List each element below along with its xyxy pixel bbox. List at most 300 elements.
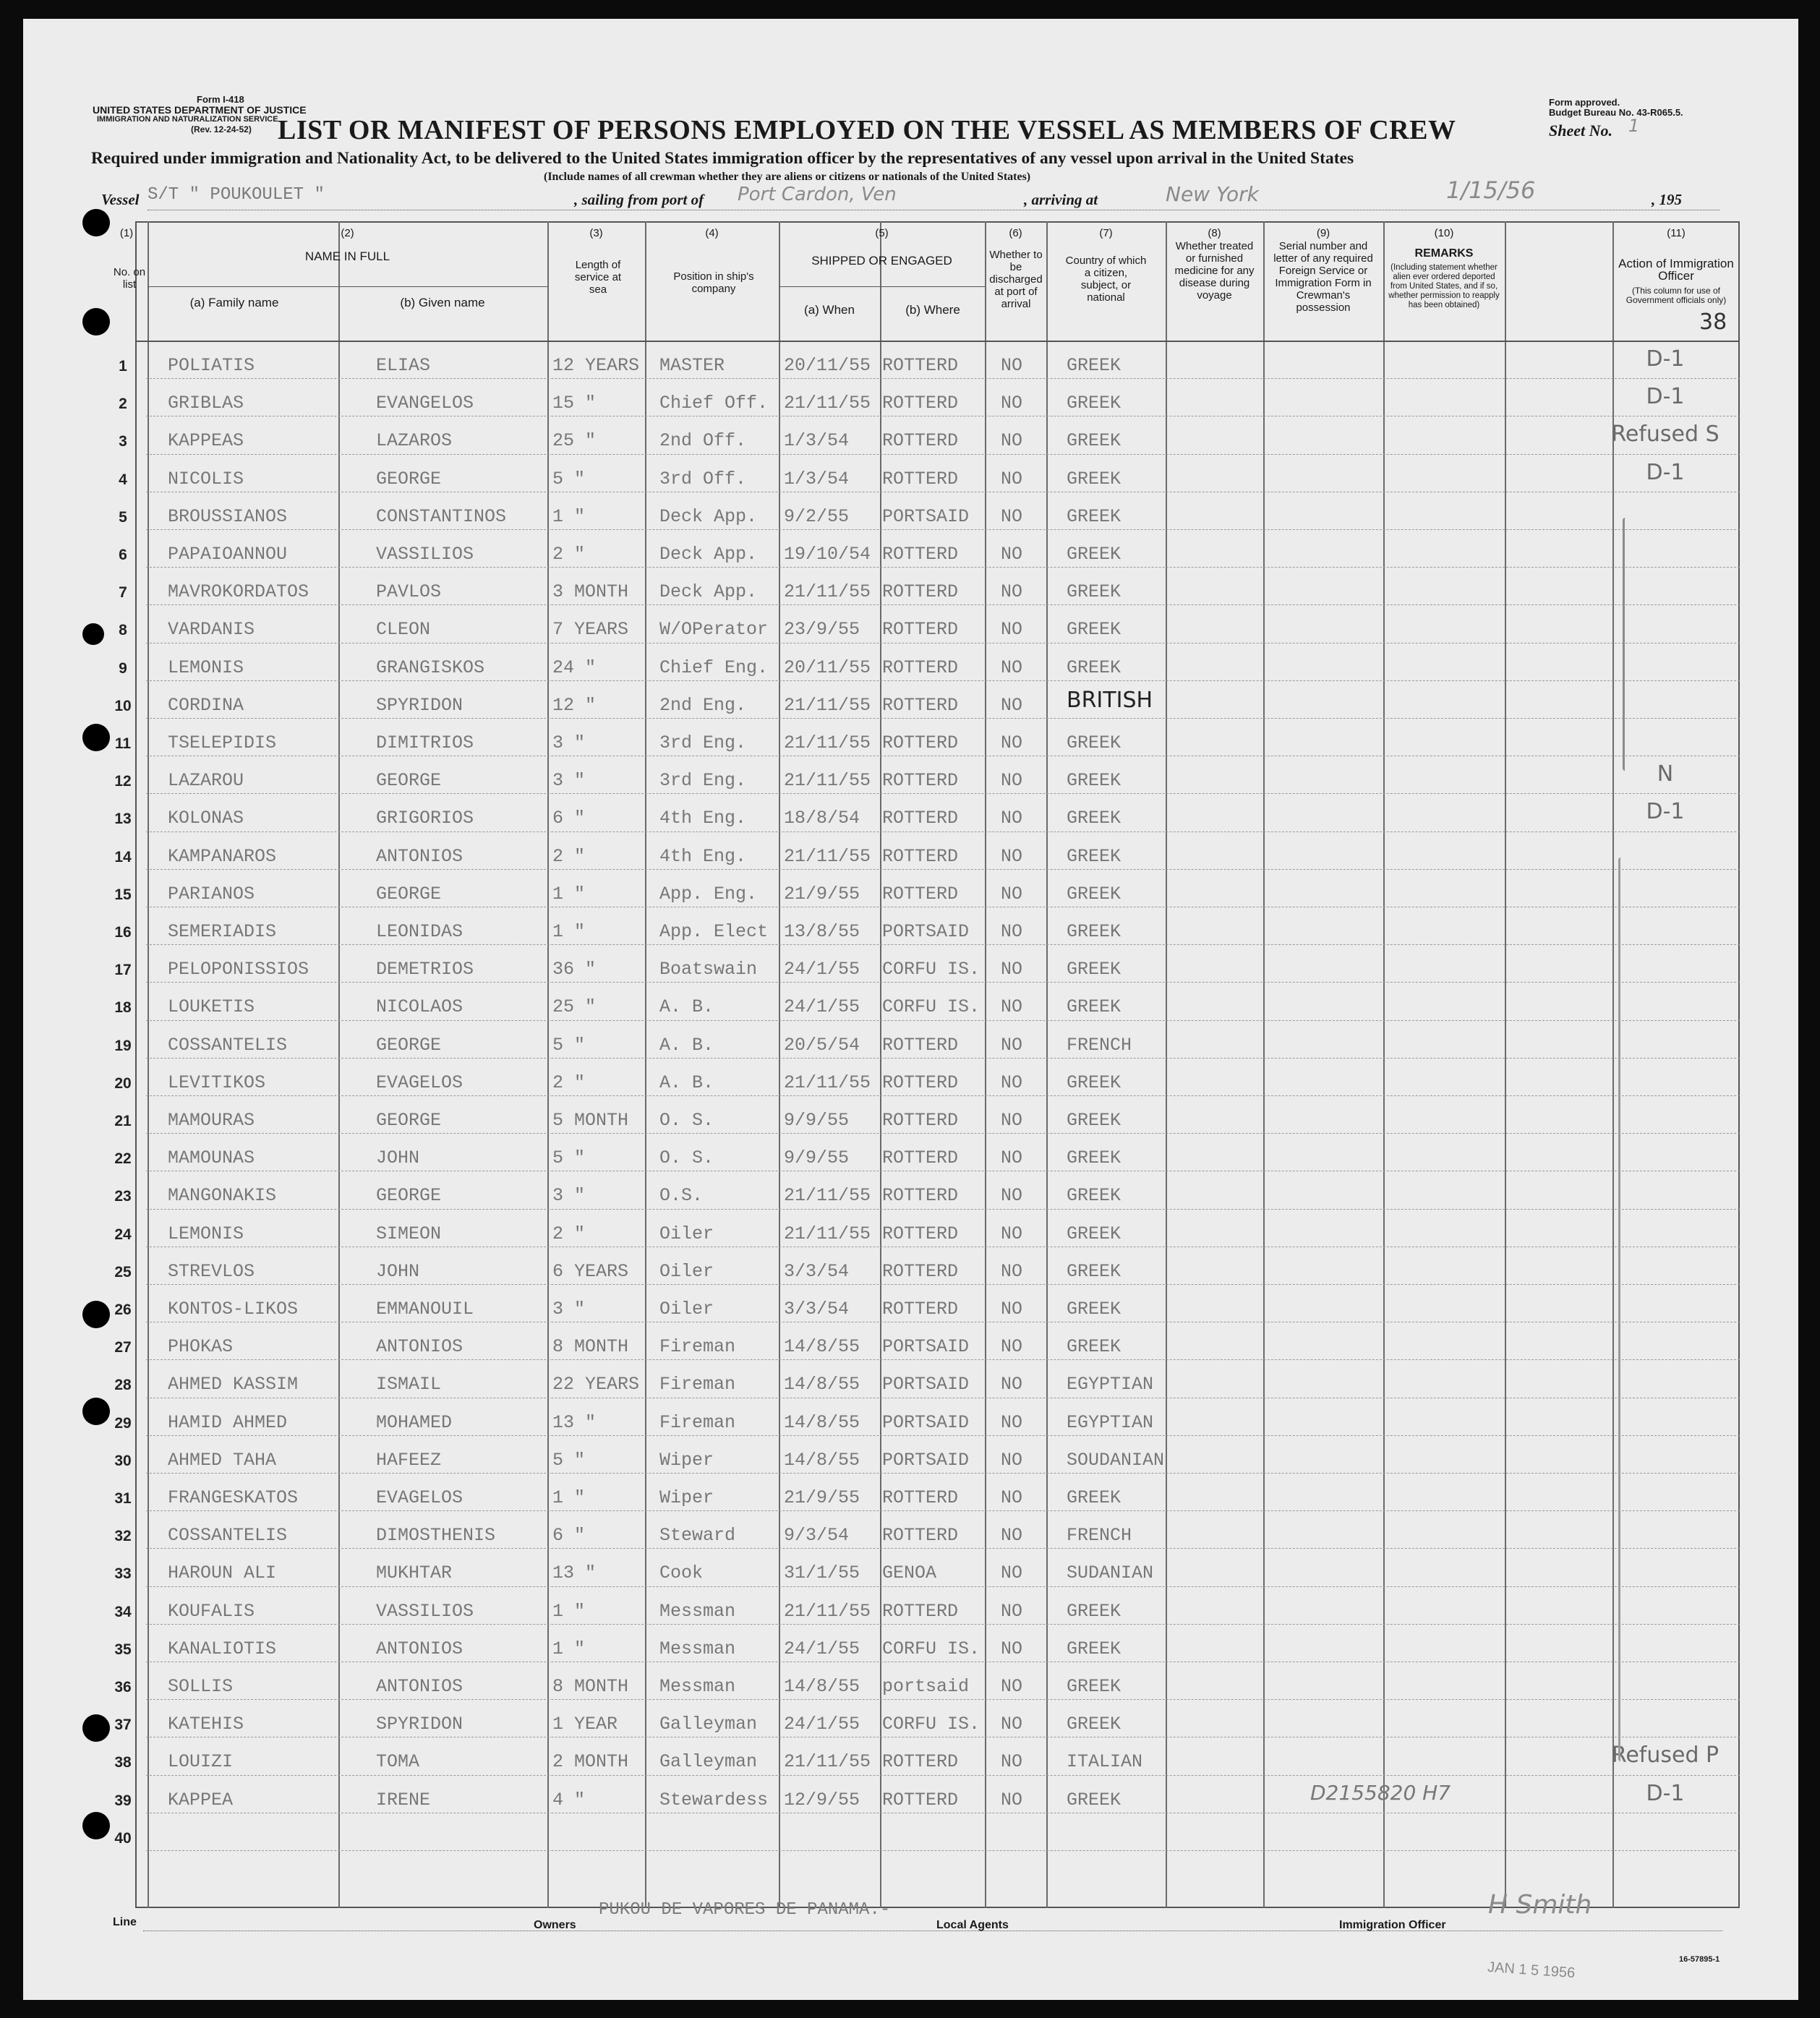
discharged: NO [1001,1411,1023,1433]
position: App. Elect [659,921,769,942]
country: GREEK [1067,1336,1122,1358]
service-length: 6 " [552,1525,586,1547]
service-length: 6 YEARS [552,1260,629,1282]
row-number: 33 [114,1565,132,1583]
family-name: COSSANTELIS [168,1525,288,1547]
shipped-where: ROTTERD [882,1147,959,1169]
given-name: JOHN [376,1260,420,1282]
row-number: 34 [114,1603,132,1620]
service-length: 3 " [552,732,586,753]
shipped-when: 21/11/55 [784,1600,871,1622]
shipped-when: 24/1/55 [784,1638,860,1659]
row-number: 22 [114,1150,132,1168]
country: GREEK [1067,1223,1122,1244]
country: GREEK [1067,1714,1122,1735]
shipped-where: ROTTERD [882,1034,959,1056]
shipped-when: 18/8/54 [784,808,860,829]
service-length: 1 " [552,921,586,942]
position: Cook [659,1562,704,1584]
given-name: TOMA [376,1751,420,1773]
discharged: NO [1001,845,1023,867]
country: GREEK [1067,619,1122,641]
service-length: 22 YEARS [552,1374,640,1395]
officer-label: Immigration Officer [1339,1919,1446,1931]
given-name: LEONIDAS [376,921,463,942]
col-shipped-num: (5) [875,227,889,239]
row-number: 30 [114,1452,132,1469]
shipped-when: 21/11/55 [784,770,871,792]
discharged: NO [1001,694,1023,716]
shipped-when: 21/11/55 [784,581,871,603]
shipped-when: 9/2/55 [784,505,850,527]
shipped-when: 9/9/55 [784,1110,850,1131]
country: GREEK [1067,1110,1122,1131]
given-name: ISMAIL [376,1374,442,1395]
service-length: 2 MONTH [552,1751,629,1773]
position: O. S. [659,1110,714,1131]
shipped-where: ROTTERD [882,430,959,452]
shipped-where: CORFU IS. [882,996,981,1018]
shipped-where: ROTTERD [882,845,959,867]
immigration-action: D-1 [1646,384,1685,410]
manifest-sheet [23,19,1798,2000]
service-length: 7 YEARS [552,619,629,641]
row-number: 40 [114,1829,132,1847]
country: GREEK [1067,430,1122,452]
col-where-header: (b) Where [905,303,960,317]
country: GREEK [1067,845,1122,867]
discharged: NO [1001,1072,1023,1093]
family-name: SOLLIS [168,1676,234,1697]
family-name: KAMPANAROS [168,845,277,867]
row-divider [146,680,1740,681]
immigration-action: D-1 [1646,1780,1685,1806]
shipped-when: 21/11/55 [784,1072,871,1093]
given-name: ANTONIOS [376,1638,463,1659]
country: GREEK [1067,808,1122,829]
family-name: KONTOS-LIKOS [168,1299,299,1320]
given-name: EVANGELOS [376,393,474,414]
shipped-where: ROTTERD [882,770,959,792]
position: Messman [659,1676,736,1697]
country: GREEK [1067,959,1122,980]
discharged: NO [1001,1751,1023,1773]
shipped-where: GENOA [882,1562,937,1584]
family-name: LOUKETIS [168,996,255,1018]
row-divider [146,1850,1740,1851]
department: UNITED STATES DEPARTMENT OF JUSTICE [93,104,307,116]
given-name: IRENE [376,1789,431,1810]
family-name: PAPAIOANNOU [168,544,288,565]
row-divider [146,454,1740,455]
given-name: MUKHTAR [376,1562,453,1584]
col-no-header: No. on list [113,266,146,291]
given-name: PAVLOS [376,581,442,603]
family-name: STREVLOS [168,1260,255,1282]
row-number: 14 [114,848,132,865]
row-divider [146,604,1740,605]
position: Messman [659,1638,736,1659]
position: Oiler [659,1260,714,1282]
row-divider [146,1133,1740,1134]
country: GREEK [1067,770,1122,792]
col-serial-header: Serial number and letter of any required Foreign Service or Immigration Form in Crewman's possession [1273,240,1373,314]
row-number: 25 [114,1263,132,1281]
given-name: GEORGE [376,770,442,792]
row-number: 13 [114,811,132,828]
immigration-action: D-1 [1646,346,1685,372]
col-service-header: Length of service at sea [574,259,622,296]
family-name: LEMONIS [168,657,244,678]
row-number: 12 [114,773,132,790]
row-divider [146,567,1740,568]
discharged: NO [1001,1525,1023,1547]
service-length: 25 " [552,430,597,452]
service-length: 8 MONTH [552,1676,629,1697]
row-number: 15 [114,886,132,903]
shipped-where: ROTTERD [882,581,959,603]
discharged: NO [1001,883,1023,905]
family-name: HAMID AHMED [168,1411,288,1433]
pencil-bracket [1618,858,1623,1761]
shipped-when: 14/8/55 [784,1411,860,1433]
discharged: NO [1001,808,1023,829]
given-name: JOHN [376,1147,420,1169]
given-name: MOHAMED [376,1411,453,1433]
position: O. S. [659,1147,714,1169]
country: GREEK [1067,996,1122,1018]
service-length: 1 " [552,1487,586,1508]
shipped-when: 21/11/55 [784,1223,871,1244]
line-label: Line [113,1916,137,1928]
discharged: NO [1001,1336,1023,1358]
shipped-where: ROTTERD [882,1789,959,1810]
family-name: LEMONIS [168,1223,244,1244]
service-length: 5 MONTH [552,1110,629,1131]
col-medicine-num: (8) [1208,227,1221,239]
position: Fireman [659,1336,736,1358]
row-number: 32 [114,1528,132,1545]
service-length: 12 " [552,694,597,716]
country: GREEK [1067,505,1122,527]
row-divider [146,378,1740,379]
service-length: 1 YEAR [552,1714,618,1735]
year-label: , 195 [1652,191,1682,208]
row-divider [146,944,1740,945]
family-name: POLIATIS [168,355,255,376]
col-remarks-note: (Including statement whether alien ever ordered deported from United States, and if so, whether permission to reapply has been obtained) [1388,263,1500,309]
row-divider [146,1359,1740,1360]
shipped-when: 24/1/55 [784,1714,860,1735]
shipped-when: 3/3/54 [784,1299,850,1320]
discharged: NO [1001,619,1023,641]
row-divider [146,1473,1740,1474]
country: GREEK [1067,468,1122,489]
punch-hole [82,1301,110,1328]
shipped-when: 20/5/54 [784,1034,860,1056]
given-name: GEORGE [376,468,442,489]
row-number: 21 [114,1113,132,1129]
position: Oiler [659,1223,714,1244]
shipped-where: PORTSAID [882,1374,970,1395]
family-name: BROUSSIANOS [168,505,288,527]
discharged: NO [1001,1487,1023,1508]
given-name: GEORGE [376,1034,442,1056]
shipped-where: PORTSAID [882,1411,970,1433]
family-name: KATEHIS [168,1714,244,1735]
country: GREEK [1067,1487,1122,1508]
row-number: 36 [114,1679,132,1696]
family-name: KOLONAS [168,808,244,829]
row-number: 37 [114,1716,132,1734]
col-position-header: Position in ship's company [673,270,754,295]
given-name: ANTONIOS [376,1336,463,1358]
given-name: HAFEEZ [376,1449,442,1471]
country: GREEK [1067,921,1122,942]
shipped-where: ROTTERD [882,1185,959,1207]
family-name: KANALIOTIS [168,1638,277,1659]
discharged: NO [1001,505,1023,527]
discharged: NO [1001,1374,1023,1395]
given-name: GEORGE [376,1185,442,1207]
shipped-when: 20/11/55 [784,657,871,678]
country: GREEK [1067,657,1122,678]
country: EGYPTIAN [1067,1374,1154,1395]
discharged: NO [1001,1110,1023,1131]
row-divider [146,529,1740,530]
position: 3rd Eng. [659,770,747,792]
family-name: PELOPONISSIOS [168,959,309,980]
discharged: NO [1001,996,1023,1018]
service-length: 3 " [552,1185,586,1207]
punch-hole [82,1812,110,1839]
country: GREEK [1067,393,1122,414]
row-number: 6 [119,547,127,563]
service-length: 12 YEARS [552,355,640,376]
shipped-where: ROTTERD [882,657,959,678]
row-number: 23 [114,1188,132,1205]
family-name: GRIBLAS [168,393,244,414]
shipped-where: PORTSAID [882,1449,970,1471]
revision: (Rev. 12-24-52) [191,124,252,134]
row-number: 4 [119,471,127,488]
country: GREEK [1067,1147,1122,1169]
country: GREEK [1067,1638,1122,1659]
country: GREEK [1067,1185,1122,1207]
col-remarks-num: (10) [1434,227,1454,239]
col-discharged-header: Whether to be discharged at port of arrival [989,249,1043,310]
row-divider [146,1209,1740,1210]
shipped-where: CORFU IS. [882,1638,981,1659]
shipped-when: 21/11/55 [784,393,871,414]
vessel-label: Vessel [101,191,140,208]
service: IMMIGRATION AND NATURALIZATION SERVICE [97,115,278,124]
row-number: 20 [114,1074,132,1092]
position: Oiler [659,1299,714,1320]
shipped-where: ROTTERD [882,808,959,829]
service-length: 4 " [552,1789,586,1810]
country: GREEK [1067,355,1122,376]
pencil-bracket [1623,518,1628,771]
discharged: NO [1001,355,1023,376]
service-length: 8 MONTH [552,1336,629,1358]
row-divider [146,1586,1740,1587]
row-divider [146,718,1740,719]
immigration-action: Refused P [1611,1743,1719,1769]
discharged: NO [1001,581,1023,603]
discharged: NO [1001,1789,1023,1810]
col-family-header: (a) Family name [189,296,279,309]
family-name: PARIANOS [168,883,255,905]
shipped-when: 21/11/55 [784,1185,871,1207]
col-action-num: (11) [1667,227,1686,239]
shipped-when: 21/11/55 [784,1751,871,1773]
sheet-number: 1 [1628,116,1640,136]
position: Wiper [659,1487,714,1508]
agents-label: Local Agents [936,1919,1009,1931]
row-number: 16 [114,924,132,941]
col-medicine-header: Whether treated or furnished medicine for any disease during voyage [1174,240,1255,302]
country: FRENCH [1067,1525,1132,1547]
service-length: 6 " [552,808,586,829]
shipped-when: 23/9/55 [784,619,860,641]
row-divider [146,793,1740,794]
service-length: 3 MONTH [552,581,629,603]
discharged: NO [1001,1299,1023,1320]
row-number: 39 [114,1792,132,1809]
country: GREEK [1067,732,1122,753]
discharged: NO [1001,732,1023,753]
row-divider [146,1435,1740,1436]
service-length: 13 " [552,1562,597,1584]
form-approved: Form approved. [1549,97,1620,108]
position: A. B. [659,996,714,1018]
punch-hole [82,1714,110,1742]
family-name: LEVITIKOS [168,1072,266,1093]
country: SOUDANIAN [1067,1449,1165,1471]
punch-hole [82,209,110,236]
col-discharged-num: (6) [1009,227,1022,239]
position: Stewardess [659,1789,769,1810]
given-name: DIMOSTHENIS [376,1525,496,1547]
shipped-where: ROTTERD [882,1072,959,1093]
row-divider [146,982,1740,983]
row-number: 3 [119,433,127,450]
shipped-when: 14/8/55 [784,1676,860,1697]
family-name: KAPPEA [168,1789,234,1810]
service-length: 36 " [552,959,597,980]
given-name: GRANGISKOS [376,657,485,678]
shipped-when: 1/3/54 [784,468,850,489]
position: Galleyman [659,1714,758,1735]
country: GREEK [1067,544,1122,565]
position: 3rd Off. [659,468,747,489]
position: Chief Eng. [659,657,769,678]
position: 2nd Off. [659,430,747,452]
country: EGYPTIAN [1067,1411,1154,1433]
row-number: 19 [114,1037,132,1054]
page-number: 38 [1699,309,1727,335]
row-number: 38 [114,1754,132,1771]
row-number: 27 [114,1339,132,1356]
given-name: LAZAROS [376,430,453,452]
shipped-when: 14/8/55 [784,1449,860,1471]
punch-hole [82,1398,110,1425]
position: Deck App. [659,581,758,603]
punch-hole [82,623,104,645]
shipped-where: ROTTERD [882,1600,959,1622]
shipped-when: 21/9/55 [784,1487,860,1508]
country: BRITISH [1067,687,1153,713]
family-name: NICOLIS [168,468,244,489]
position: Wiper [659,1449,714,1471]
given-name: ELIAS [376,355,431,376]
position: Messman [659,1600,736,1622]
service-length: 5 " [552,1147,586,1169]
sailing-label: , sailing from port of [574,191,704,208]
row-divider [146,1095,1740,1096]
discharged: NO [1001,1185,1023,1207]
shipped-when: 1/3/54 [784,430,850,452]
position: 3rd Eng. [659,732,747,753]
country: GREEK [1067,1072,1122,1093]
col-country-num: (7) [1099,227,1113,239]
service-length: 5 " [552,1034,586,1056]
shipped-where: ROTTERD [882,1223,959,1244]
shipped-where: ROTTERD [882,1525,959,1547]
country: GREEK [1067,1260,1122,1282]
shipped-where: PORTSAID [882,505,970,527]
print-code: 16-57895-1 [1679,1955,1720,1964]
discharged: NO [1001,1714,1023,1735]
discharged: NO [1001,430,1023,452]
country: ITALIAN [1067,1751,1143,1773]
position: W/OPerator [659,619,769,641]
discharged: NO [1001,468,1023,489]
form-number: Form I-418 [197,94,244,105]
given-name: SIMEON [376,1223,442,1244]
discharged: NO [1001,921,1023,942]
family-name: AHMED TAHA [168,1449,277,1471]
discharged: NO [1001,657,1023,678]
given-name: SPYRIDON [376,694,463,716]
given-name: CONSTANTINOS [376,505,507,527]
arrival-date: 1/15/56 [1446,176,1536,204]
immigration-action: D-1 [1646,799,1685,825]
shipped-where: ROTTERD [882,1299,959,1320]
family-name: AHMED KASSIM [168,1374,299,1395]
family-name: COSSANTELIS [168,1034,288,1056]
row-divider [146,1020,1740,1021]
position: 4th Eng. [659,808,747,829]
shipped-where: ROTTERD [882,1110,959,1131]
col-when-header: (a) When [804,303,855,317]
shipped-when: 20/11/55 [784,355,871,376]
service-length: 15 " [552,393,597,414]
country: GREEK [1067,581,1122,603]
family-name: PHOKAS [168,1336,234,1358]
discharged: NO [1001,1034,1023,1056]
shipped-where: PORTSAID [882,1336,970,1358]
country: FRENCH [1067,1034,1132,1056]
shipped-when: 21/11/55 [784,732,871,753]
service-length: 1 " [552,1638,586,1659]
immigration-action: N [1657,761,1674,787]
country: GREEK [1067,883,1122,905]
row-number: 5 [119,508,127,526]
given-name: GEORGE [376,1110,442,1131]
given-name: EVAGELOS [376,1487,463,1508]
